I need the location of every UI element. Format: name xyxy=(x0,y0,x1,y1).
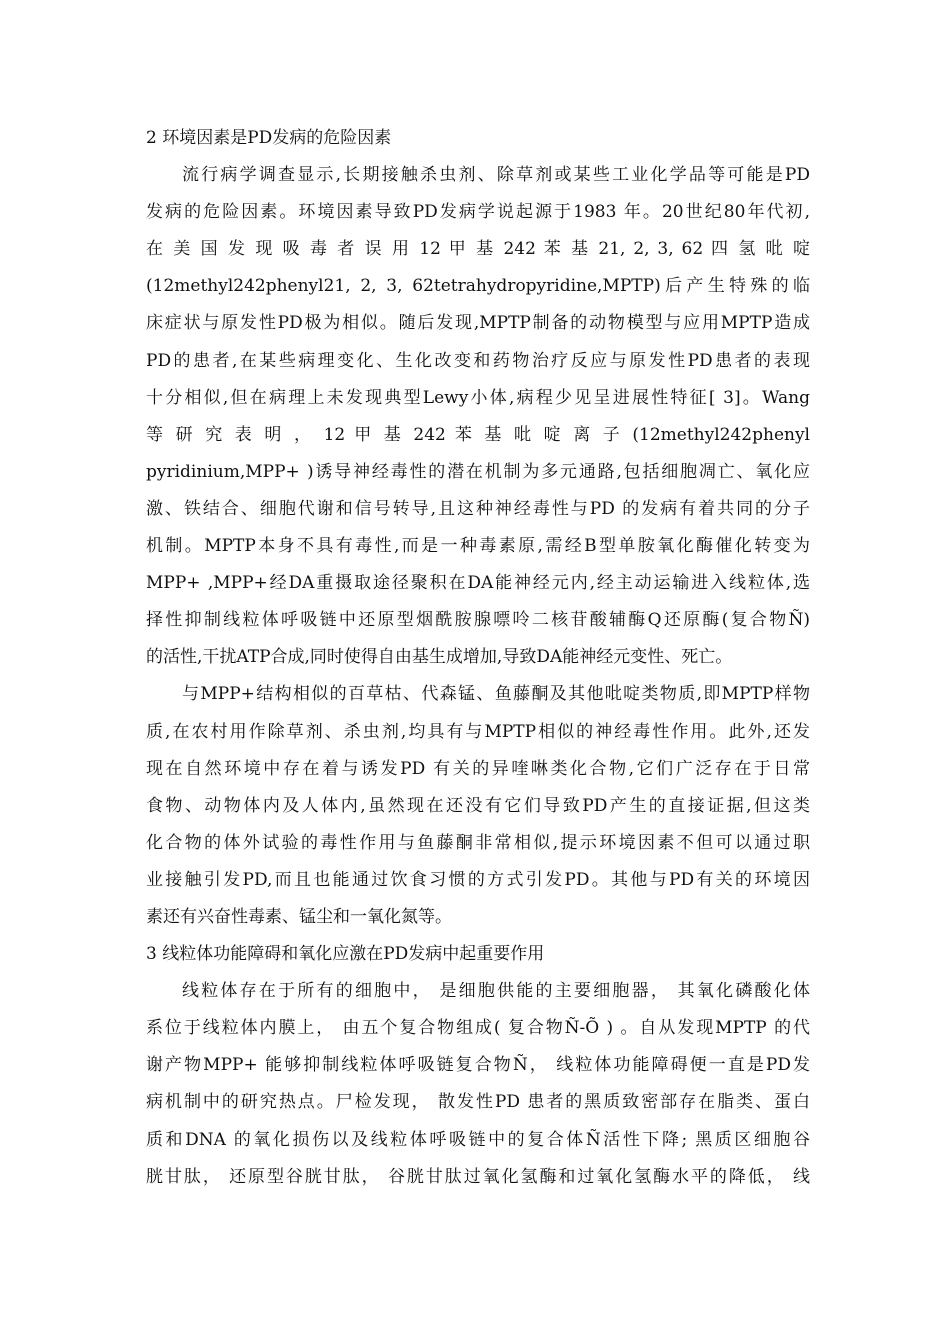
paragraph-line: 在 美 国 发 现 吸 毒 者 误 用 12 甲 基 242 苯 基 21, 2, 3, 62 四 氢 吡 啶 xyxy=(146,239,810,260)
paragraph-line: 等 研 究 表 明 ， 12 甲 基 242 苯 基 吡 啶 离 子 (12methyl242phenyl xyxy=(146,424,810,445)
paragraph-line: 食物、动物体内及人体内,虽然现在还没有它们导致PD产生的直接证据,但这类 xyxy=(146,795,810,816)
paragraph-line: pyridinium,MPP+ )诱导神经毒性的潜在机制为多元通路,包括细胞凋亡、氧化应 xyxy=(146,461,810,482)
paragraph-line: (12methyl242phenyl21, 2, 3, 62tetrahydropyridine,MPTP)后产生特殊的临 xyxy=(146,276,810,297)
paragraph-line: 机制。MPTP本身不具有毒性,而是一种毒素原,需经B型单胺氧化酶催化转变为 xyxy=(146,536,810,557)
paragraph-last-line: 的活性,干扰ATP合成,同时使得自由基生成增加,导致DA能神经元变性、死亡。 xyxy=(146,647,733,668)
paragraph-line: 谢产物MPP+ 能够抑制线粒体呼吸链复合物Ñ， 线粒体功能障碍便一直是PD发 xyxy=(146,1055,810,1076)
section-heading: 3 线粒体功能障碍和氧化应激在PD发病中起重要作用 xyxy=(146,944,545,965)
paragraph-line: 发病的危险因素。环境因素导致PD发病学说起源于1983 年。20世纪80年代初, xyxy=(146,202,810,223)
paragraph-line: 病机制中的研究热点。尸检发现， 散发性PD 患者的黑质致密部存在脂类、蛋白 xyxy=(146,1092,810,1113)
paragraph-first-line: 与MPP+结构相似的百草枯、代森锰、鱼藤酮及其他吡啶类物质,即MPTP样物 xyxy=(182,684,810,705)
paragraph-line: 系位于线粒体内膜上， 由五个复合物组成( 复合物Ñ-Õ ) 。自从发现MPTP 的代 xyxy=(146,1018,810,1039)
paragraph-line: 激、铁结合、细胞代谢和信号转导,且这种神经毒性与PD 的发病有着共同的分子 xyxy=(146,498,810,519)
paragraph-line: PD的患者,在某些病理变化、生化改变和药物治疗反应与原发性PD患者的表现 xyxy=(146,350,810,371)
paragraph-line: 择性抑制线粒体呼吸链中还原型烟酰胺腺嘌呤二核苷酸辅酶Q还原酶(复合物Ñ) xyxy=(146,610,810,631)
paragraph-line: 十分相似,但在病理上未发现典型Lewy小体,病程少见呈进展性特征[ 3]。Wang xyxy=(146,387,810,408)
paragraph-line: 化合物的体外试验的毒性作用与鱼藤酮非常相似,提示环境因素不但可以通过职 xyxy=(146,832,810,853)
document-body xyxy=(146,120,810,1196)
paragraph-line: 现在自然环境中存在着与诱发PD 有关的异喹啉类化合物,它们广泛存在于日常 xyxy=(146,758,810,779)
paragraph-line: 质和DNA 的氧化损伤以及线粒体呼吸链中的复合体Ñ活性下降; 黑质区细胞谷 xyxy=(146,1129,810,1150)
paragraph-line: 床症状与原发性PD极为相似。随后发现,MPTP制备的动物模型与应用MPTP造成 xyxy=(146,313,810,334)
paragraph-first-line: 流行病学调查显示,长期接触杀虫剂、除草剂或某些工业化学品等可能是PD xyxy=(182,165,810,186)
paragraph-line: 业接触引发PD,而且也能通过饮食习惯的方式引发PD。其他与PD有关的环境因 xyxy=(146,869,810,890)
paragraph-line: MPP+ ,MPP+经DA重摄取途径聚积在DA能神经元内,经主动运输进入线粒体,选 xyxy=(146,573,810,594)
paragraph-last-line: 素还有兴奋性毒素、锰尘和一氧化氮等。 xyxy=(146,906,452,927)
paragraph-line: 质,在农村用作除草剂、杀虫剂,均具有与MPTP相似的神经毒性作用。此外,还发 xyxy=(146,721,810,742)
paragraph-line: 胱甘肽， 还原型谷胱甘肽， 谷胱甘肽过氧化氢酶和过氧化氢酶水平的降低， 线 xyxy=(146,1166,810,1187)
section-heading: 2 环境因素是PD发病的危险因素 xyxy=(146,128,392,148)
paragraph-first-line: 线粒体存在于所有的细胞中， 是细胞供能的主要细胞器， 其氧化磷酸化体 xyxy=(182,981,810,1002)
